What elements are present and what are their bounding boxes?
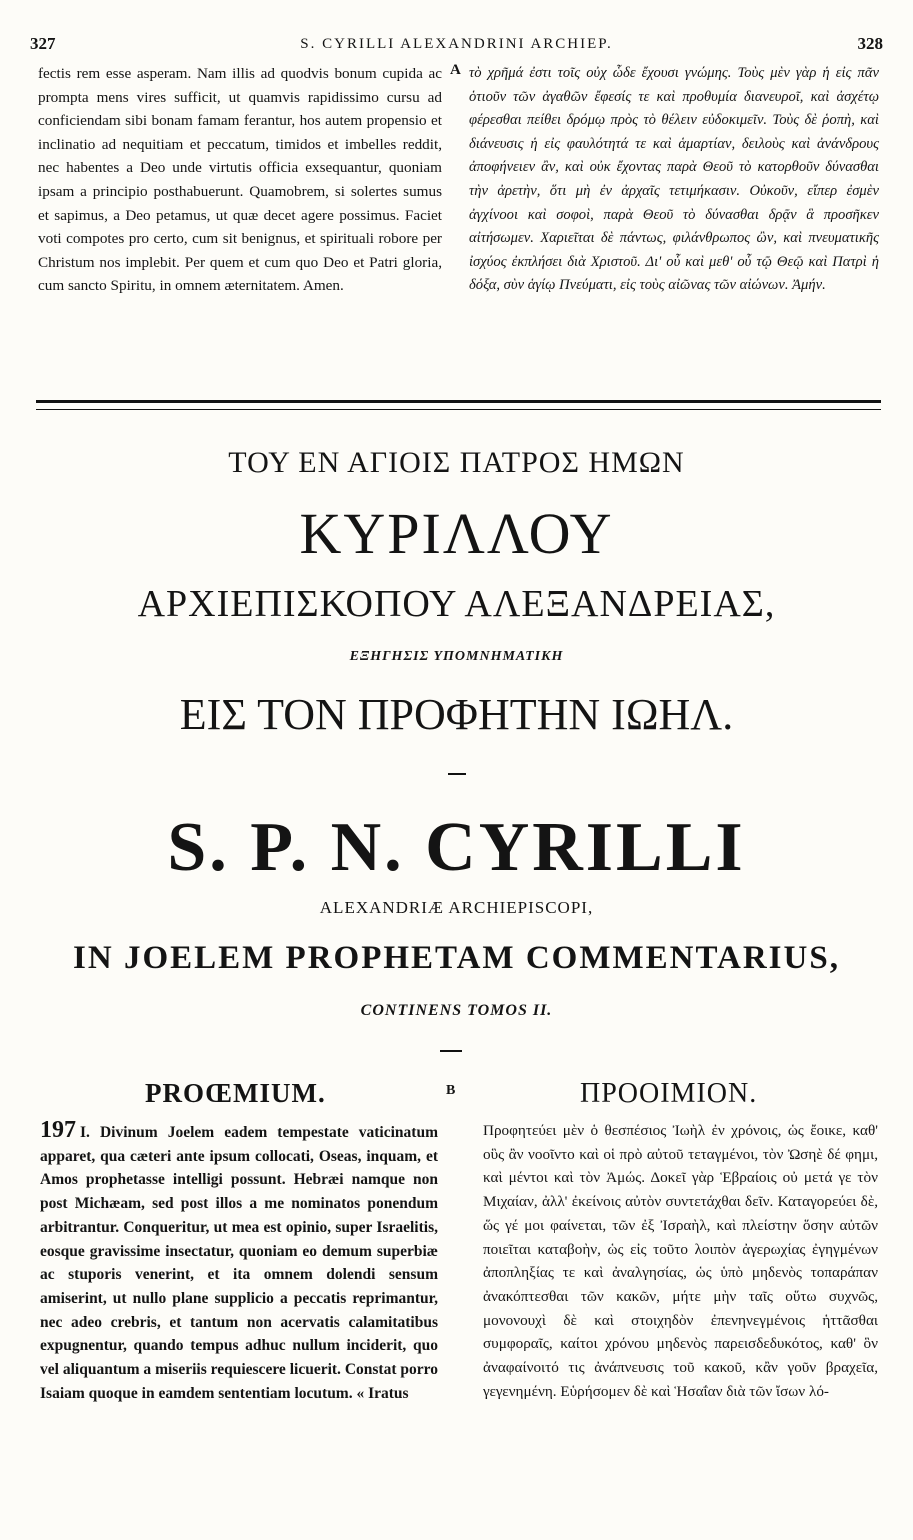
column-marker-b: B xyxy=(446,1083,456,1098)
section-divider-rule xyxy=(36,400,881,410)
top-greek-column xyxy=(469,62,879,298)
title-dash-2 xyxy=(440,1050,462,1052)
prooimion-greek-text: Προφητεύει μὲν ὁ θεσπέσιος Ἰωὴλ ἐν χρόνοις, ὡς ἔοικε, καθ' οὓς ἂν νοοῖντο καὶ οἱ πρὸ αὐτοῦ τεταγμένοι, τὸν Ὠσηὲ δέ φημι, καὶ μέντοι καὶ τὸν Ἀμώς. Δοκεῖ γὰρ Ἑβραίοις οὐ μετά γε τὸν Μιχαίαν, ἀλλ' ἐκείνοις αὐτὸν συντετάχθαι δεῖν. Καταγορεύει δὲ, ὥς γέ μοι φαίνεται, τῶν ἐξ Ἰσραὴλ, καὶ πλείστην ὅσην αὐτῶν ποιεῖται καταβοὴν, ὡς εἰς τοῦτο λοιπὸν ἀγερωχίας ἐγηγμένων ἀποπληξίας τε καὶ ἀναλγησίας, ὡς ὑπὸ μηδενὸς τοπαράπαν ἀνακόπτεσθαι τῶν κακῶν, μήτε μὴν ταῖς οὕτω συχνῶς, μονονουχὶ δὲ καὶ στοιχηδὸν ἐπενηνεγμένοις ἡττᾶσθαι συμφοραῖς, καίτοι χρόνου μηδενὸς παρεισδεδυκότος, καθ' ὃν ἀναφαίνοιτό τις ἀνάπνευσις τοῦ κακοῦ, κἂν γοῦν βραχεῖα, γεγενημένη. Εὑρήσομεν δὲ καὶ Ἡσαΐαν διὰ τῶν ἴσων λό- xyxy=(483,1122,878,1400)
proemium-latin-paragraph xyxy=(40,1119,438,1405)
latin-title-subject: IN JOELEM PROPHETAM COMMENTARIUS, xyxy=(73,940,840,976)
greek-title-see: ΑΡΧΙΕΠΙΣΚΟΠΟΥ ΑΛΕΞΑΝΔΡΕΙΑΣ, xyxy=(137,583,776,625)
greek-title-subject: ΕΙΣ ΤΟΝ ΠΡΟΦΗΤΗΝ ΙΩΗΛ. xyxy=(179,690,734,739)
running-header xyxy=(30,34,883,56)
latin-title-volumes: CONTINENS TOMOS II. xyxy=(360,1002,553,1019)
migne-column-number: 197 xyxy=(40,1117,76,1143)
title-dash-1 xyxy=(448,773,466,775)
top-latin-text: fectis rem esse asperam. Nam illis ad quodvis bonum cupida ac prompta mens vires sufficit, ut quamvis rapidissimo cursu ad conficiendam sibi bonam famam ferantur, hos autem propensio et inclinatio ad nequitiam et peccatum, timidos et imbelles reddit, nec habentes a Deo unde virtutis officia exsequantur, quoniam ipsam a principio posthabuerunt. Quamobrem, si solertes sumus et sapimus, a Deo petamus, ut quæ decet agere possimus. Faciet voti compotes pro certo, cum sit benignus, et spirituali robore per Christum nos implebit. Per quem et cum quo Deo et Patri gloria, cum sancto Spiritu, in omnem æternitatem. Amen. xyxy=(38,65,442,295)
proemium-latin-column xyxy=(40,1119,438,1405)
column-marker-a: A xyxy=(450,62,461,78)
greek-title-genre: ΕΞΗΓΗΣΙΣ ΥΠΟΜΝΗΜΑΤΙΚΗ xyxy=(349,649,564,664)
latin-title-see: ALEXANDRIÆ ARCHIEPISCOPI, xyxy=(319,898,594,917)
proemium-latin-text: I. Divinum Joelem eadem tempestate vaticinatum apparet, qua cæteri ante ipsum collocati, Oseas, inquam, et Amos prophetasse intelligi possunt. Hebræi namque non post Michæam, sed post illos a me nominatos ponendum arbitrantur. Conqueritur, ut mea est opinio, super Israelitis, eosque gravissime insectatur, quoniam eo demum superbiæ ac stuporis venerint, et ita omnem dolendi sensum amiserint, ut nullo plane supplicio a peccatis reprimantur, nec adeo crebris, et tantum non acervatis calamitatibus expugnentur, quando tempus adhuc nullum inciderit, quo vel aliquantum a miseriis requiescere licuerit. Constat porro Isaiam quoque in eamdem sententiam locutum. « Iratus xyxy=(40,1124,438,1402)
page-number-right: 328 xyxy=(857,34,883,53)
latin-title-author: S. P. N. CYRILLI xyxy=(167,809,746,886)
proemium-heading: PROŒMIUM. xyxy=(145,1078,326,1108)
greek-title-author: ΚΥΡΙΛΛΟΥ xyxy=(299,501,614,566)
greek-title-line-1: ΤΟΥ ΕΝ ΑΓΙΟΙΣ ΠΑΤΡΟΣ ΗΜΩΝ xyxy=(228,446,685,479)
top-latin-column xyxy=(38,62,442,298)
top-greek-text: τὸ χρῆμά ἐστι τοῖς οὐχ ὧδε ἔχουσι γνώμης. Τοὺς μὲν γὰρ ἡ εἰς πᾶν ὁτιοῦν τῶν ἀγαθῶν ἔφεσίς τε καὶ προθυμία διανευροῖ, καὶ ἀσχέτῳ φέρεσθαι πείθει δρόμῳ πρὸς τὸ θέλειν εὐδοκιμεῖν. Τοὺς δὲ ῥοπὴ, καὶ διάνευσις ἡ εἰς φαυλότητά τε καὶ ἁμαρτίαν, δειλοὺς καὶ ἀνάνδρους ἀποφήνειεν ἂν, καὶ οὐκ ἔχοντας παρὰ Θεοῦ τὸ κατορθοῦν δύνασθαι τὴν ἀρετὴν, ὅτι μὴ ἐν ἀρχαῖς τετιμήκασιν. Οὐκοῦν, εἴπερ ἐσμὲν ἀγχίνοοι καὶ σοφοὶ, παρὰ Θεοῦ τὸ δύνασθαι δρᾷν ἃ προσῆκεν αἰτήσωμεν. Χαριεῖται δὲ πάντως, φιλάνθρωπος ὢν, καὶ πνευματικῆς ἰσχύος ἐκπλήσει διὰ Χριστοῦ. Δι' οὗ καὶ μεθ' οὗ τῷ Θεῷ καὶ Πατρὶ ἡ δόξα, σὺν ἁγίῳ Πνεύματι, εἰς τοὺς αἰῶνας τῶν αἰώνων. Ἀμήν. xyxy=(469,65,879,294)
page-number-left: 327 xyxy=(30,34,56,53)
prooimion-greek-column xyxy=(483,1119,878,1403)
prooimion-heading: ΠΡΟΟΙΜΙΟΝ. xyxy=(580,1078,758,1109)
running-title: S. CYRILLI ALEXANDRINI ARCHIEP. xyxy=(300,36,613,52)
